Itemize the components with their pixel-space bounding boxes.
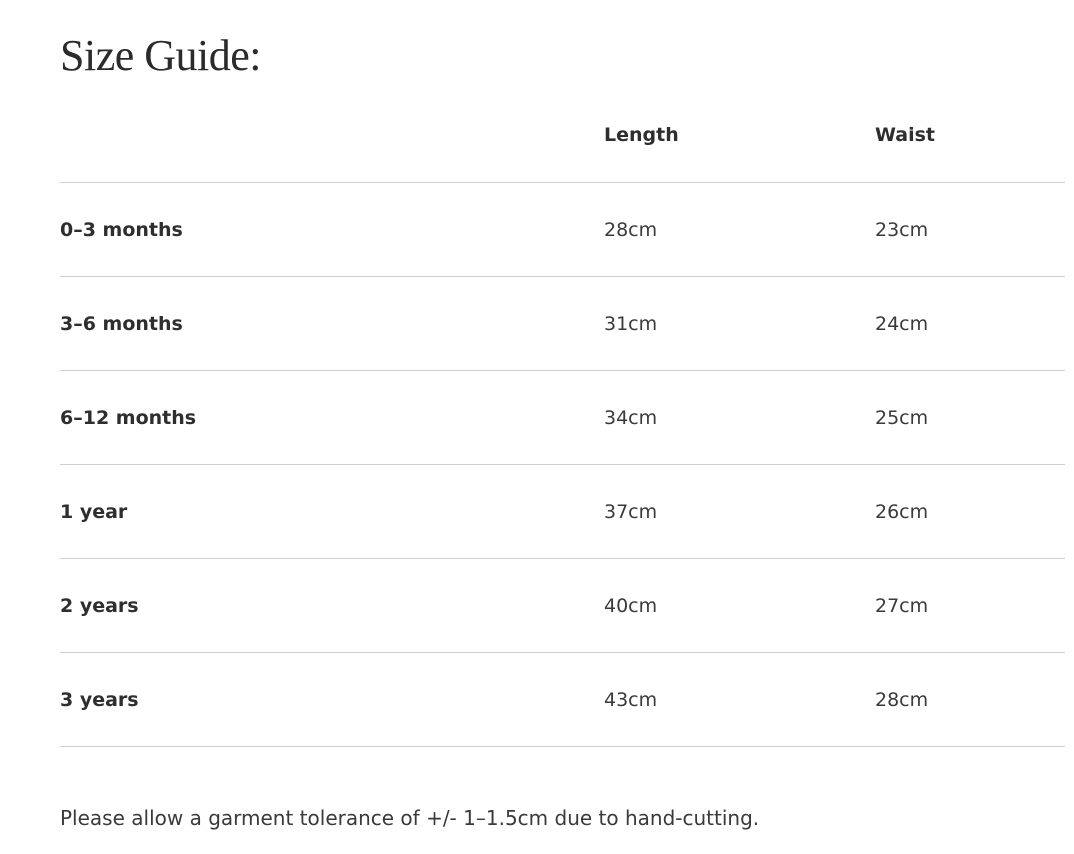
table-row	[60, 183, 1065, 277]
length-value: 34cm	[604, 406, 658, 429]
table-row	[60, 371, 1065, 465]
waist-value: 28cm	[875, 688, 929, 711]
page-title: Size Guide:	[60, 31, 262, 80]
size-table	[60, 88, 1065, 747]
tolerance-note: Please allow a garment tolerance of +/- 1–1.5cm due to hand-cutting.	[60, 806, 760, 830]
size-label: 2 years	[60, 594, 139, 617]
length-value: 43cm	[604, 688, 658, 711]
length-value: 37cm	[604, 500, 658, 523]
table-row	[60, 277, 1065, 371]
waist-value: 27cm	[875, 594, 929, 617]
size-label: 0–3 months	[60, 218, 183, 241]
table-row	[60, 559, 1065, 653]
header-length: Length	[604, 124, 679, 146]
length-value: 31cm	[604, 312, 658, 335]
table-row	[60, 465, 1065, 559]
waist-value: 23cm	[875, 218, 929, 241]
waist-value: 24cm	[875, 312, 929, 335]
size-label: 3–6 months	[60, 312, 183, 335]
length-value: 40cm	[604, 594, 658, 617]
table-header-row	[60, 88, 1065, 183]
length-value: 28cm	[604, 218, 658, 241]
size-label: 1 year	[60, 500, 128, 523]
waist-value: 25cm	[875, 406, 929, 429]
header-waist: Waist	[875, 124, 936, 146]
waist-value: 26cm	[875, 500, 929, 523]
size-label: 3 years	[60, 688, 139, 711]
size-label: 6–12 months	[60, 406, 197, 429]
table-row	[60, 653, 1065, 747]
